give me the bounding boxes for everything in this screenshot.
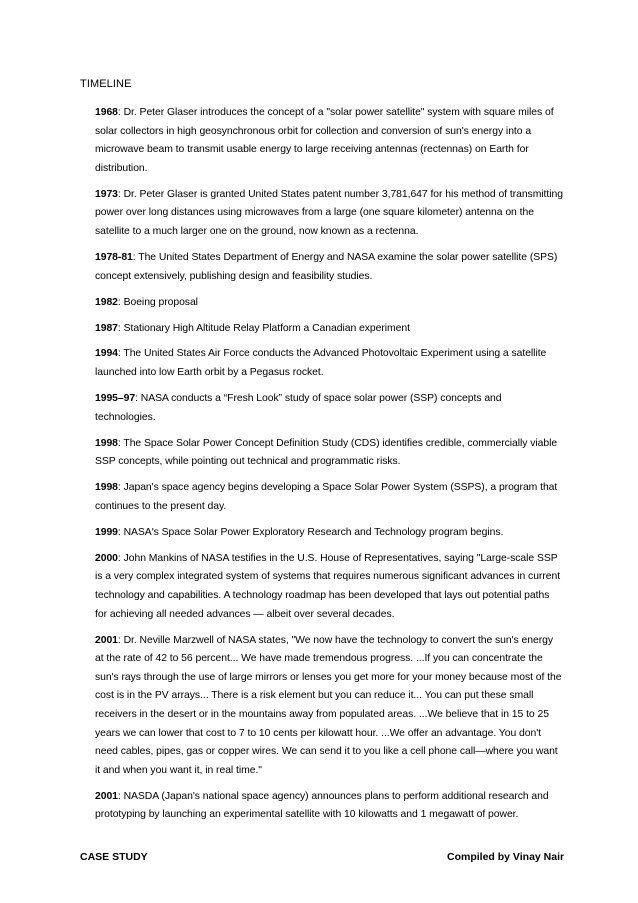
entry-year: 2001 <box>95 790 118 802</box>
timeline-entry <box>95 320 563 339</box>
timeline-entry <box>95 435 563 472</box>
entry-text: : Dr. Peter Glaser introduces the concept of a "solar power satellite" system with square miles of solar collectors in high geosynchronous orbit for collection and conversion of sun's energy into a microwave beam to transmit usable energy to large receiving antennas (rectennas) on Earth for distribution. <box>95 107 554 174</box>
entry-text: : The United States Department of Energy and NASA examine the solar power satellite (SPS) concept extensively, publishing design and feasibility studies. <box>95 251 558 282</box>
entry-year: 1982 <box>95 296 118 308</box>
entry-year: 1973 <box>95 188 118 200</box>
entry-text: : Japan's space agency begins developing a Space Solar Power System (SSPS), a program that continues to the present day. <box>95 482 558 512</box>
entry-year: 1978-81 <box>95 251 133 263</box>
entry-text: : Dr. Neville Marzwell of NASA states, "We now have the technology to convert the sun's energy at the rate of 42 to 56 percent... We have made tremendous progress. ...If you can concentrate the sun's rays through the use of large mirrors or lenses you get more for your money because most of the cost is in the PV arrays... There is a risk element but you can reduce it... You can put these small receivers in the desert or in the mountains away from populated areas. ...We believe that in 15 to 25 years we can lower that cost to 7 to 10 cents per kilowatt hour. ...We offer an advantage. You don't need cables, pipes, gas or copper wires. We can send it to you like a cell phone call—where you want it and when you want it, in real time." <box>95 634 562 776</box>
timeline-entry <box>95 788 563 825</box>
entry-year: 1998 <box>95 437 118 449</box>
entry-text: : Dr. Peter Glaser is granted United States patent number 3,781,647 for his method of transmitting power over long distances using microwaves from a large (one square kilometer) antenna on the satellite to a much larger one on the ground, now known as a rectenna. <box>95 188 563 237</box>
timeline-entries <box>95 104 563 832</box>
footer-author: Compiled by Vinay Nair <box>447 851 565 863</box>
entry-year: 1987 <box>95 322 118 334</box>
timeline-entry <box>95 186 563 242</box>
entry-text: : Stationary High Altitude Relay Platform a Canadian experiment <box>117 322 410 334</box>
entry-text: : John Mankins of NASA testifies in the U.S. House of Representatives, saying "Large-scale SSP is a very complex integrated system of systems that requires numerous significant advances in current technology and capabilities. A technology roadmap has been developed that lays out potential paths for achieving all needed advances — albeit over several decades. <box>95 552 561 620</box>
entry-year: 1999 <box>95 526 118 538</box>
entry-year: 1994 <box>95 348 118 360</box>
timeline-entry <box>95 479 563 516</box>
page-title: TIMELINE <box>80 78 132 90</box>
timeline-entry <box>95 632 563 781</box>
entry-year: 2001 <box>95 634 118 646</box>
timeline-entry <box>95 390 563 427</box>
timeline-entry <box>95 550 563 624</box>
entry-text: : NASA conducts a “Fresh Look” study of space solar power (SSP) concepts and technologies. <box>95 393 502 423</box>
entry-text: : The United States Air Force conducts the Advanced Photovoltaic Experiment using a satellite launched into low Earth orbit by a Pegasus rocket. <box>95 348 547 379</box>
entry-year: 2000 <box>95 552 118 564</box>
entry-text: : NASA's Space Solar Power Exploratory Research and Technology program begins. <box>117 526 504 538</box>
timeline-entry <box>95 249 563 286</box>
timeline-entry <box>95 524 563 543</box>
entry-year: 1998 <box>95 482 118 494</box>
timeline-entry <box>95 345 563 382</box>
timeline-entry <box>95 104 563 178</box>
entry-text: : The Space Solar Power Concept Definition Study (CDS) identifies credible, commercially viable SSP concepts, while pointing out technical and programmatic risks. <box>95 437 558 468</box>
entry-text: : Boeing proposal <box>117 296 198 308</box>
timeline-entry <box>95 294 563 313</box>
entry-text: : NASDA (Japan's national space agency) announces plans to perform additional research and prototyping by launching an experimental satellite with 10 kilowatts and 1 megawatt of power. <box>95 790 549 821</box>
footer-case-study: CASE STUDY <box>80 851 148 863</box>
entry-year: 1995–97 <box>95 393 136 405</box>
entry-year: 1968 <box>95 107 118 118</box>
